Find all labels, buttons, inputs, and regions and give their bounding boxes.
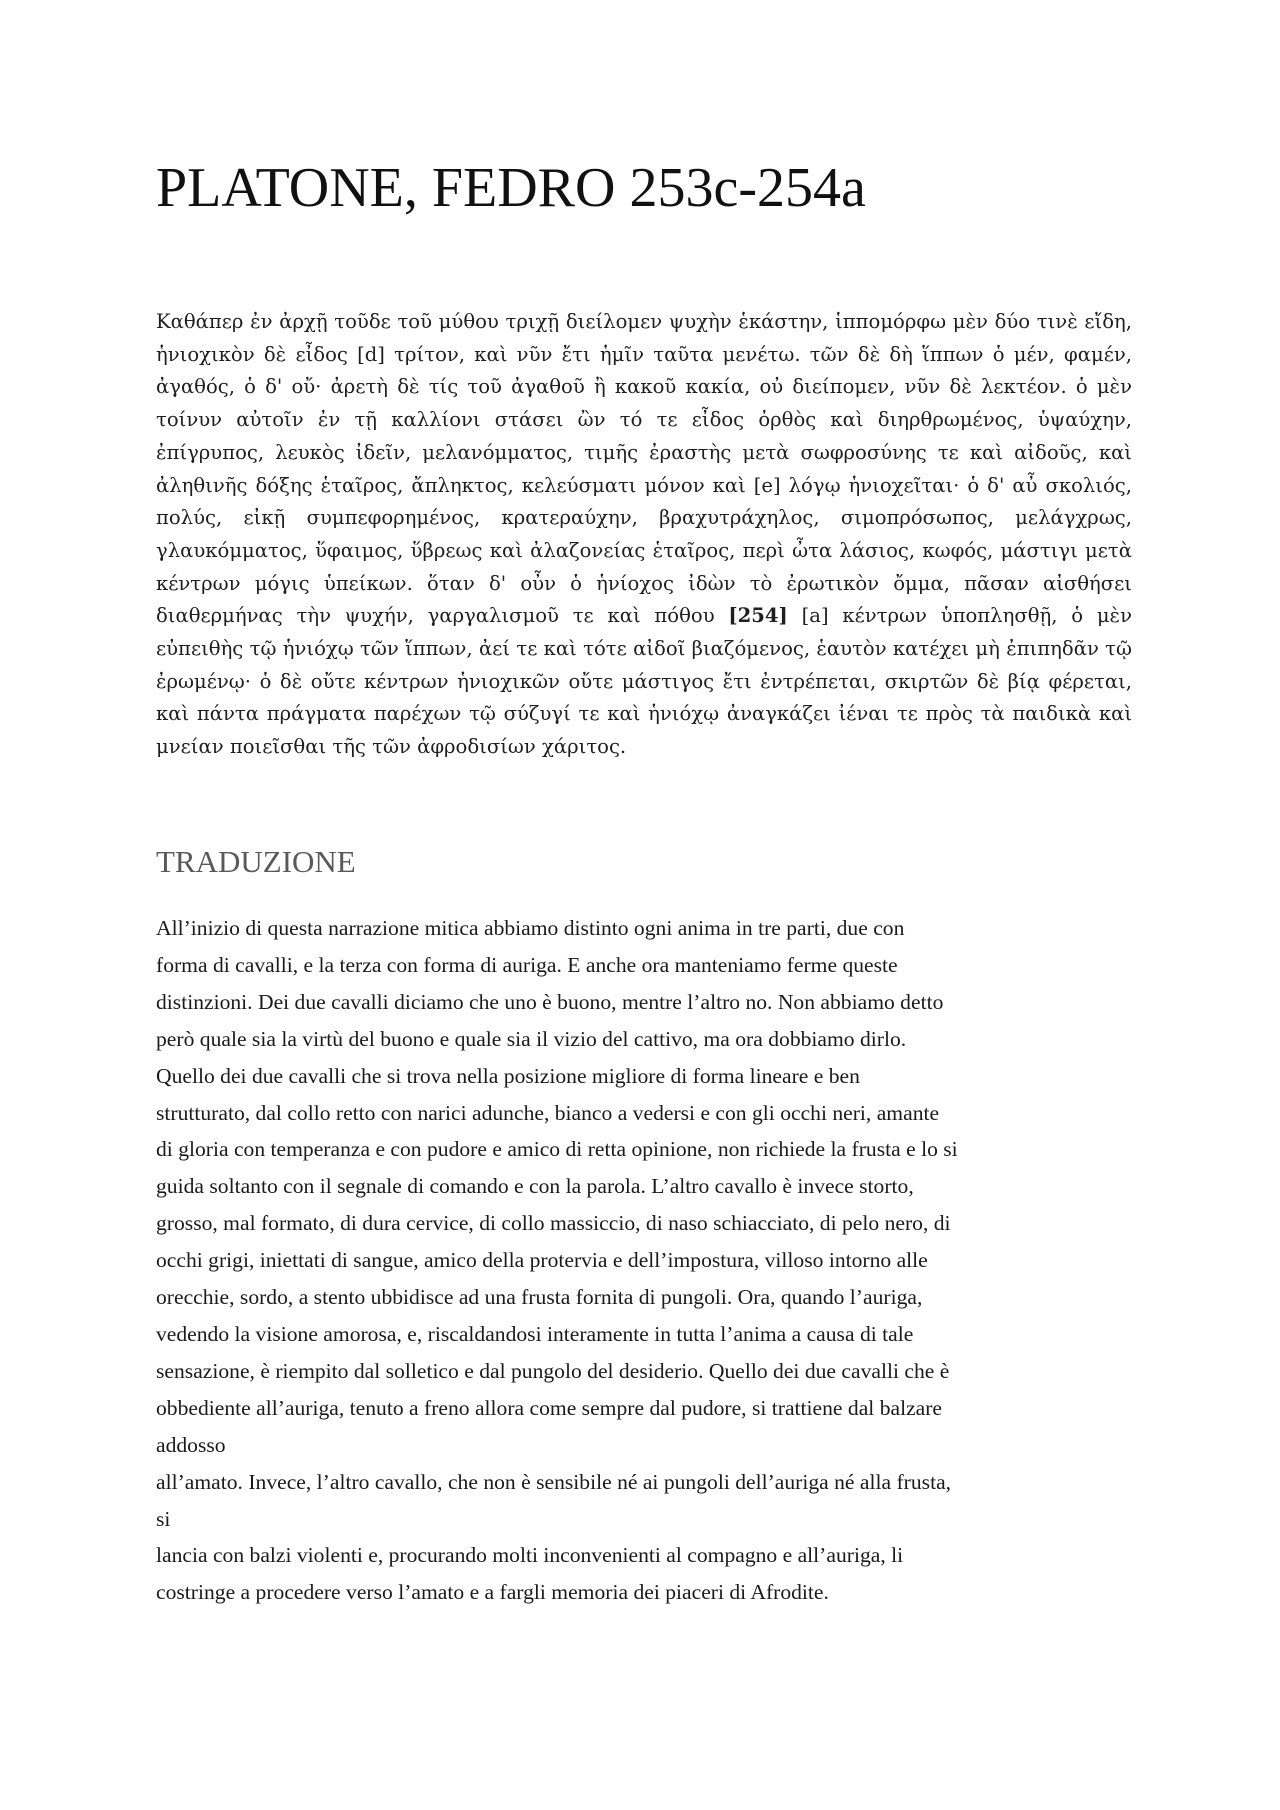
- greek-text-part2: [a] κέντρων ὑποπλησθῇ, ὁ μὲν εὐπειθὴς τῷ ἡνιόχῳ τῶν ἵππων, ἀεί τε καὶ τότε αἰδοῖ βιαζόμενος, ἑαυτὸν κατέχει μὴ ἐπιπηδᾶν τῷ ἐρωμένῳ· ὁ δὲ οὔτε κέντρων ἡνιοχικῶν οὔτε μάστιγος ἔτι ἐντρέπεται, σκιρτῶν δὲ βίᾳ φέρεται, καὶ πάντα πράγματα παρέχων τῷ σύζυγί τε καὶ ἡνιόχῳ ἀναγκάζει ἰέναι τε πρὸς τὰ παιδικὰ καὶ μνείαν ποιεῖσθαι τῆς τῶν ἀφροδισίων χάριτος.: [156, 604, 1132, 759]
- translation-text: [156, 910, 1132, 1611]
- translation-line: guida soltanto con il segnale di comando e con la parola. L’altro cavallo è invece storto,: [156, 1174, 914, 1199]
- translation-line: all’amato. Invece, l’altro cavallo, che non è sensibile né ai pungoli dell’auriga né alla frusta,: [156, 1469, 952, 1494]
- translation-line: sensazione, è riempito dal solletico e dal pungolo del desiderio. Quello dei due cavalli che è: [156, 1358, 950, 1383]
- translation-line: addosso: [156, 1432, 226, 1457]
- translation-line: forma di cavalli, e la terza con forma di auriga. E anche ora manteniamo ferme queste: [156, 952, 898, 977]
- translation-heading: TRADUZIONE: [156, 844, 356, 879]
- translation-line: All’inizio di questa narrazione mitica abbiamo distinto ogni anima in tre parti, due con: [156, 916, 905, 940]
- translation-line: però quale sia la virtù del buono e quale sia il vizio del cattivo, ma ora dobbiamo dirlo.: [156, 1026, 907, 1051]
- greek-text-part1: Καθάπερ ἐν ἀρχῇ τοῦδε τοῦ μύθου τριχῇ διείλομεν ψυχὴν ἑκάστην, ἱππομόρφω μὲν δύο τινὲ εἴδη, ἡνιοχικὸν δὲ εἶδος [d] τρίτον, καὶ νῦν ἔτι ἡμῖν ταῦτα μενέτω. τῶν δὲ δὴ ἵππων ὁ μέν, φαμέν, ἀγαθός, ὁ δ' οὔ· ἀρετὴ δὲ τίς τοῦ ἀγαθοῦ ἢ κακοῦ κακία, οὐ διείπομεν, νῦν δὲ λεκτέον. ὁ μὲν τοίνυν αὐτοῖν ἐν τῇ καλλίονι στάσει ὢν τό τε εἶδος ὀρθὸς καὶ διηρθρωμένος, ὑψαύχην, ἐπίγρυπος, λευκὸς ἰδεῖν, μελανόμματος, τιμῆς ἐραστὴς μετὰ σωφροσύνης τε καὶ αἰδοῦς, καὶ ἀληθινῆς δόξης ἑταῖρος, ἄπληκτος, κελεύσματι μόνον καὶ [e] λόγῳ ἡνιοχεῖται· ὁ δ' αὖ σκολιός, πολύς, εἰκῇ συμπεφορημένος, κρατεραύχην, βραχυτράχηλος, σιμοπρόσωπος, μελάγχρως, γλαυκόμματος, ὕφαιμος, ὕβρεως καὶ ἀλαζονείας ἑταῖρος, περὶ ὦτα λάσιος, κωφός, μάστιγι μετὰ κέντρων μόγις ὑπείκων. ὅταν δ' οὖν ὁ ἡνίοχος ἰδὼν τὸ ἐρωτικὸν ὄμμα, πᾶσαν αἰσθήσει διαθερμήνας τὴν ψυχήν, γαργαλισμοῦ τε καὶ πόθου: [156, 310, 1132, 628]
- translation-line: orecchie, sordo, a stento ubbidisce ad una frusta fornita di pungoli. Ora, quando l’auriga,: [156, 1285, 923, 1310]
- translation-line: strutturato, dal collo retto con narici adunche, bianco a vedersi e con gli occhi neri, amante: [156, 1100, 940, 1125]
- translation-line: di gloria con temperanza e con pudore e amico di retta opinione, non richiede la frusta e lo si: [156, 1137, 958, 1162]
- translation-line: obbediente all’auriga, tenuto a freno allora come sempre dal pudore, si trattiene dal balzare: [156, 1395, 943, 1420]
- translation-line: occhi grigi, iniettati di sangue, amico della protervia e dell’impostura, villoso intorno alle: [156, 1248, 928, 1273]
- translation-line: distinzioni. Dei due cavalli diciamo che uno è buono, mentre l’altro no. Non abbiamo detto: [156, 989, 944, 1014]
- translation-line: lancia con balzi violenti e, procurando molti inconvenienti al compagno e all’auriga, li: [156, 1543, 904, 1568]
- document-page: [156, 0, 1132, 1810]
- translation-line: grosso, mal formato, di dura cervice, di collo massiccio, di naso schiacciato, di pelo nero, di: [156, 1211, 951, 1236]
- greek-text: [156, 306, 1132, 764]
- translation-line: costringe a procedere verso l’amato e a fargli memoria dei piaceri di Afrodite.: [156, 1580, 829, 1605]
- translation-line: vedendo la visione amorosa, e, riscaldandosi interamente in tutta l’anima a causa di tale: [156, 1321, 914, 1346]
- section-marker: [254]: [728, 604, 788, 628]
- page-title: PLATONE, FEDRO 253c-254a: [156, 157, 866, 219]
- translation-line: si: [156, 1506, 171, 1531]
- translation-line: Quello dei due cavalli che si trova nella posizione migliore di forma lineare e ben: [156, 1063, 860, 1088]
